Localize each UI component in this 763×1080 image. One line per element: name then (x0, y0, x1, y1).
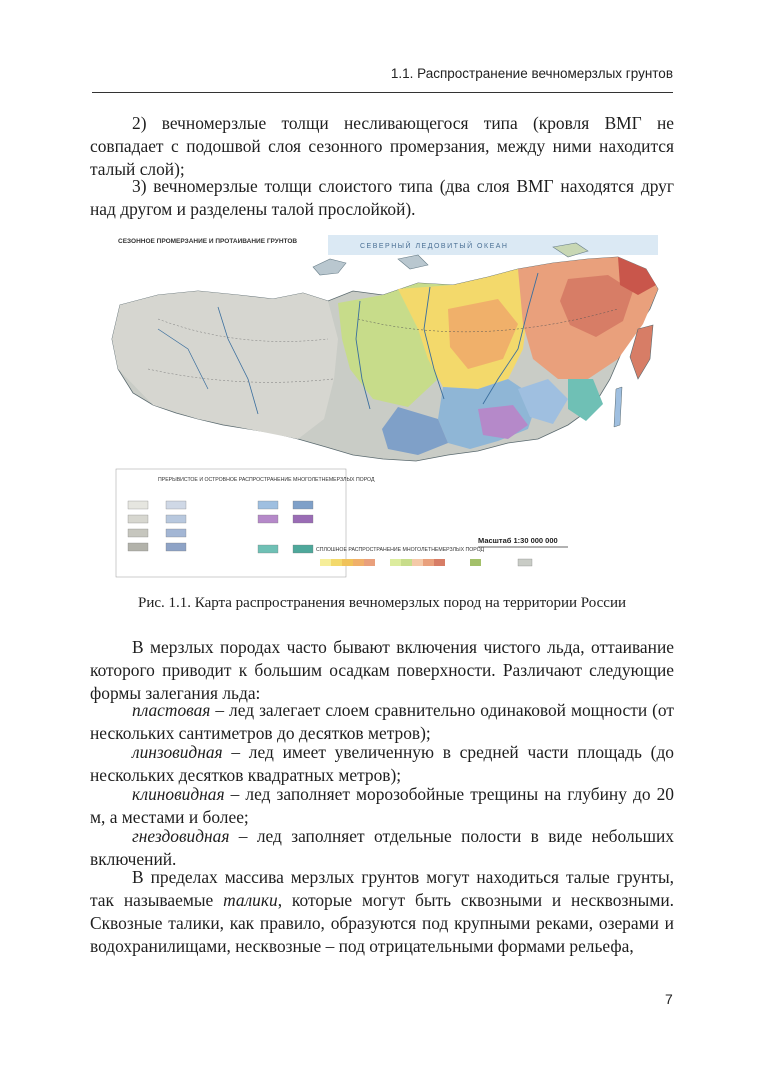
text-nest: – лед заполняет отдельные полости в виде небольших включений. (90, 826, 674, 869)
figure-caption: Рис. 1.1. Карта распространения вечномерзлых пород на территории России (137, 595, 626, 611)
term-wedge: клиновидная (132, 784, 225, 804)
paragraph-ice-intro: В мерзлых породах часто бывают включения чистого льда, оттаивание которого приводит к большим осадкам поверхности. Различают следующие формы залегания льда: (90, 637, 674, 703)
text-wedge: – лед заполняет морозобойные трещины на глубину до 20 м, а местами и более; (90, 784, 674, 827)
ice-form-nest (90, 825, 674, 871)
text-layered: – лед залегает слоем сравнительно одинаковой мощности (от нескольких сантиметров до десятков метров); (90, 700, 674, 743)
paragraph-item-3: 3) вечномерзлые толщи слоистого типа (два слоя ВМГ находятся друг над другом и разделены талой прослойкой). (90, 176, 674, 219)
paragraph-taliki (90, 866, 674, 958)
term-layered: пластовая (132, 700, 211, 720)
permafrost-map (98, 229, 665, 581)
page-number: 7 (665, 991, 673, 1007)
taliki-after: , которые могут быть сквозными и несквозными. Сквозные талики, как правило, образуются под крупными реками, озерами и водохранилищами, несквозные – под отрицательными формами рельефа, (90, 890, 674, 956)
paragraph-item-2: 2) вечномерзлые толщи несливающегося типа (кровля ВМГ не совпадает с подошвой слоя сезонного промерзания, между ними находится талый слой); (90, 113, 674, 179)
term-nest: гнездовидная (132, 826, 230, 846)
ocean-label: СЕВЕРНЫЙ ЛЕДОВИТЫЙ ОКЕАН (360, 243, 509, 250)
scale-label: Масштаб 1:30 000 000 (478, 536, 558, 545)
term-lenticular: линзовидная (132, 742, 223, 762)
legend-title-1: ПРЕРЫВИСТОЕ И ОСТРОВНОЕ РАСПРОСТРАНЕНИЕ МНОГОЛЕТНЕМЕРЗЛЫХ ПОРОД (158, 477, 375, 483)
taliki-before: В пределах массива мерзлых грунтов могут находиться талые грунты, так называемые (90, 867, 674, 910)
legend-title-2: СПЛОШНОЕ РАСПРОСТРАНЕНИЕ МНОГОЛЕТНЕМЕРЗЛЫХ ПОРОД (316, 547, 485, 553)
header-rule (92, 92, 673, 93)
ice-form-layered (90, 699, 674, 745)
running-head: 1.1. Распространение вечномерзлых грунтов (390, 66, 673, 81)
map-title: СЕЗОННОЕ ПРОМЕРЗАНИЕ И ПРОТАИВАНИЕ ГРУНТОВ (118, 238, 298, 245)
text-lenticular: – лед имеет увеличенную в средней части площадь (до нескольких десятков квадратных метров); (90, 742, 674, 785)
permafrost-map-figure (98, 229, 665, 581)
ice-form-wedge (90, 783, 674, 829)
term-taliki: талики (223, 890, 278, 910)
ice-form-lenticular (90, 741, 674, 787)
